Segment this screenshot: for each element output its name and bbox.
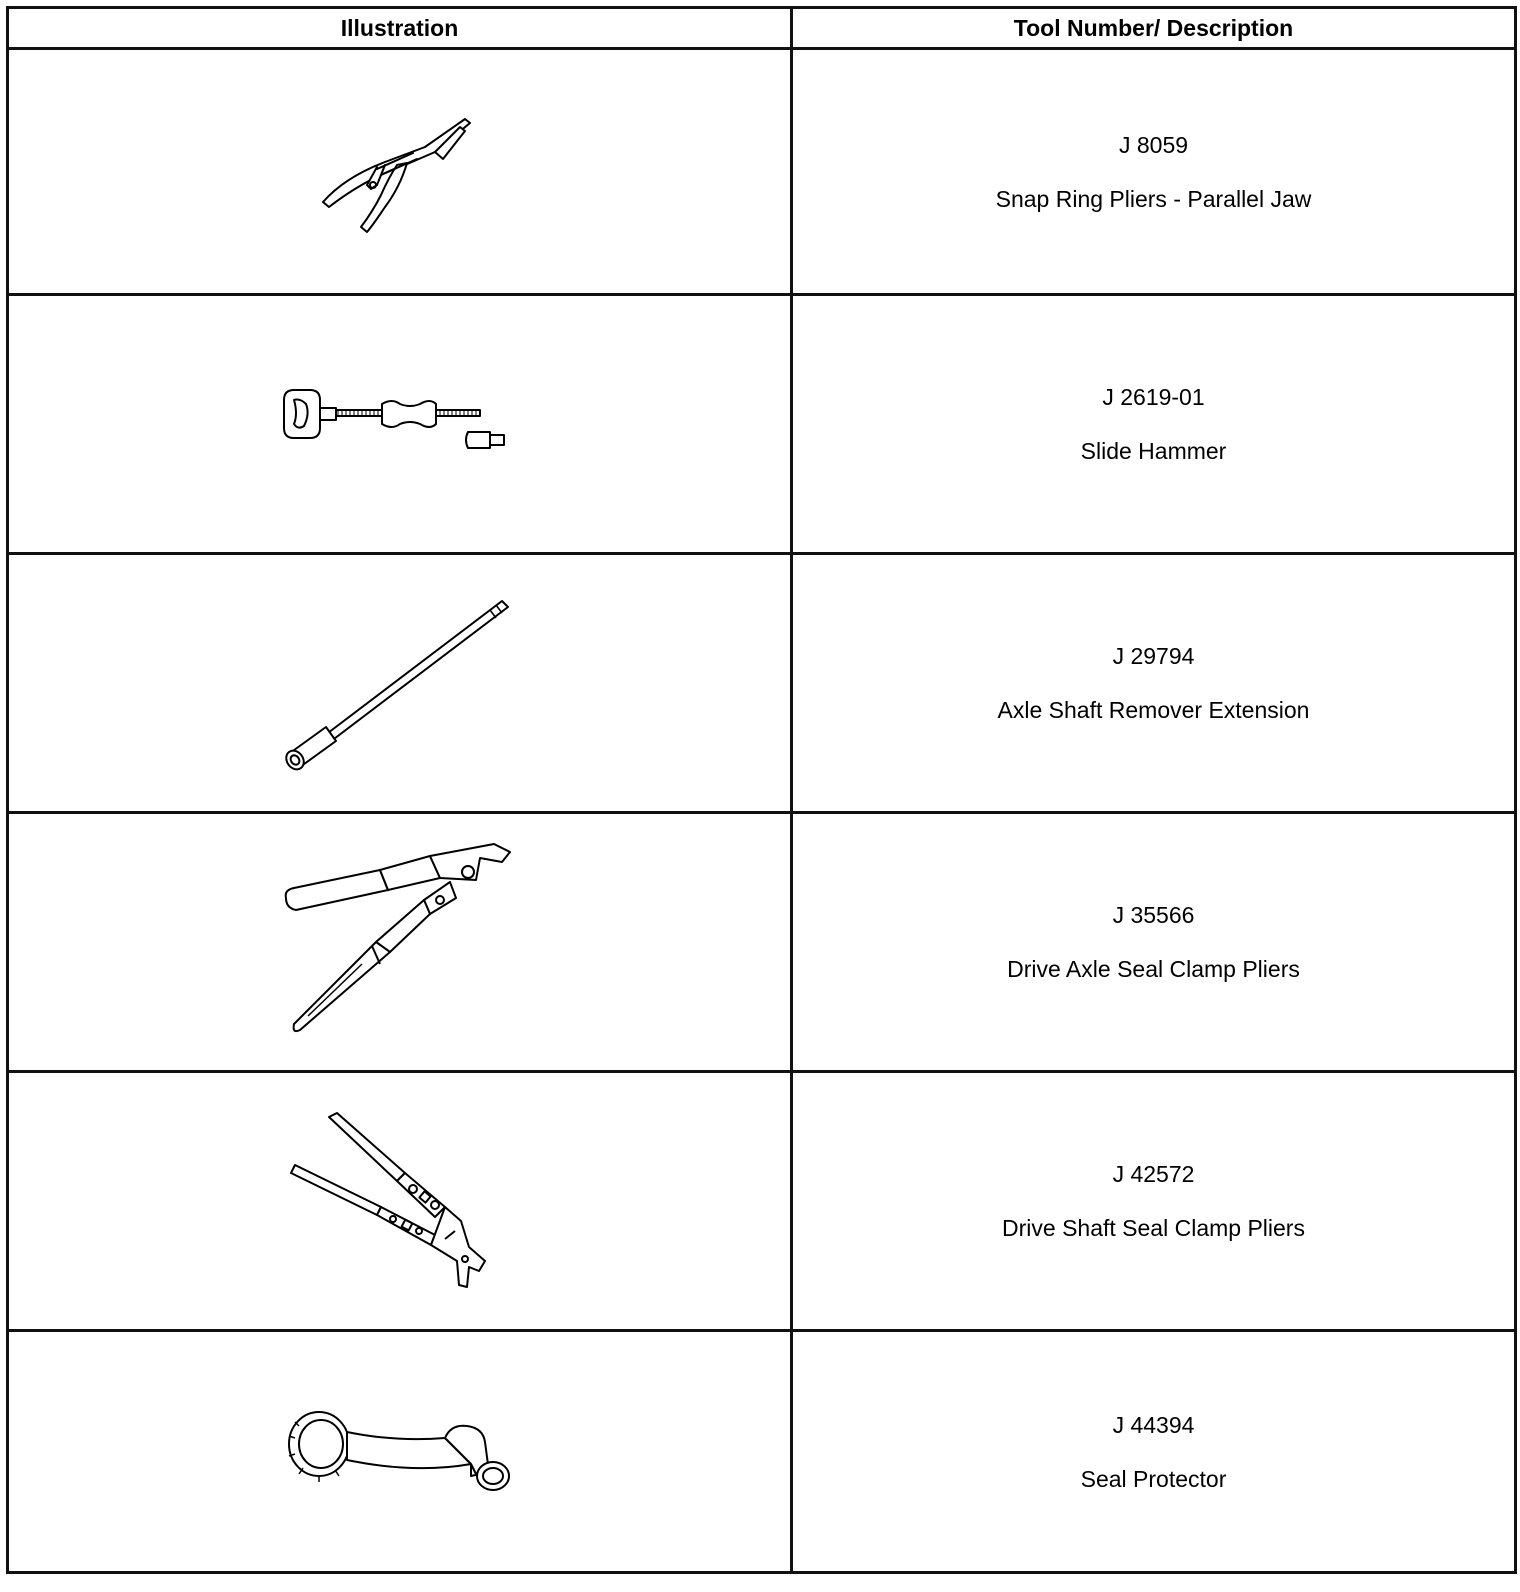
table-row: [8, 554, 1516, 813]
axle-shaft-extension-icon: [280, 593, 520, 773]
tool-number: J 29794: [1112, 643, 1195, 669]
description-cell: [792, 1331, 1516, 1573]
illustration-cell: [8, 1072, 792, 1331]
illustration-header: Illustration: [8, 8, 792, 49]
special-tools-table: [6, 6, 1517, 1574]
description-cell: [792, 554, 1516, 813]
tool-number: J 35566: [1112, 902, 1195, 928]
description-cell: [792, 295, 1516, 554]
seal-clamp-pliers-icon: [280, 842, 520, 1042]
table-row: [8, 49, 1516, 295]
illustration-cell: [8, 1331, 792, 1573]
description-header: Tool Number/ Description: [792, 8, 1516, 49]
illustration-cell: [8, 49, 792, 295]
illustration-cell: [8, 554, 792, 813]
description-cell: [792, 49, 1516, 295]
tool-number: J 2619-01: [1102, 384, 1205, 410]
tool-description: Axle Shaft Remover Extension: [997, 697, 1310, 723]
tool-description: Snap Ring Pliers - Parallel Jaw: [995, 185, 1312, 212]
tool-number: J 8059: [1118, 131, 1189, 158]
description-cell: [792, 813, 1516, 1072]
table-row: [8, 1331, 1516, 1573]
illustration-cell: [8, 295, 792, 554]
table-row: [8, 295, 1516, 554]
header-row: [8, 8, 1516, 49]
illustration-cell: [8, 813, 792, 1072]
slide-hammer-icon: [280, 384, 520, 464]
description-cell: [792, 1072, 1516, 1331]
tool-description: Slide Hammer: [1080, 438, 1227, 464]
tool-description: Seal Protector: [1080, 1465, 1227, 1492]
tool-description: Drive Axle Seal Clamp Pliers: [1007, 956, 1300, 982]
tool-number: J 44394: [1112, 1411, 1195, 1438]
tool-number: J 42572: [1112, 1161, 1195, 1187]
tool-description: Drive Shaft Seal Clamp Pliers: [1002, 1215, 1305, 1241]
shaft-clamp-pliers-icon: [285, 1111, 515, 1291]
table-row: [8, 1072, 1516, 1331]
table-row: [8, 813, 1516, 1072]
seal-protector-icon: [285, 1402, 515, 1502]
snap-ring-pliers-icon: [315, 107, 485, 237]
